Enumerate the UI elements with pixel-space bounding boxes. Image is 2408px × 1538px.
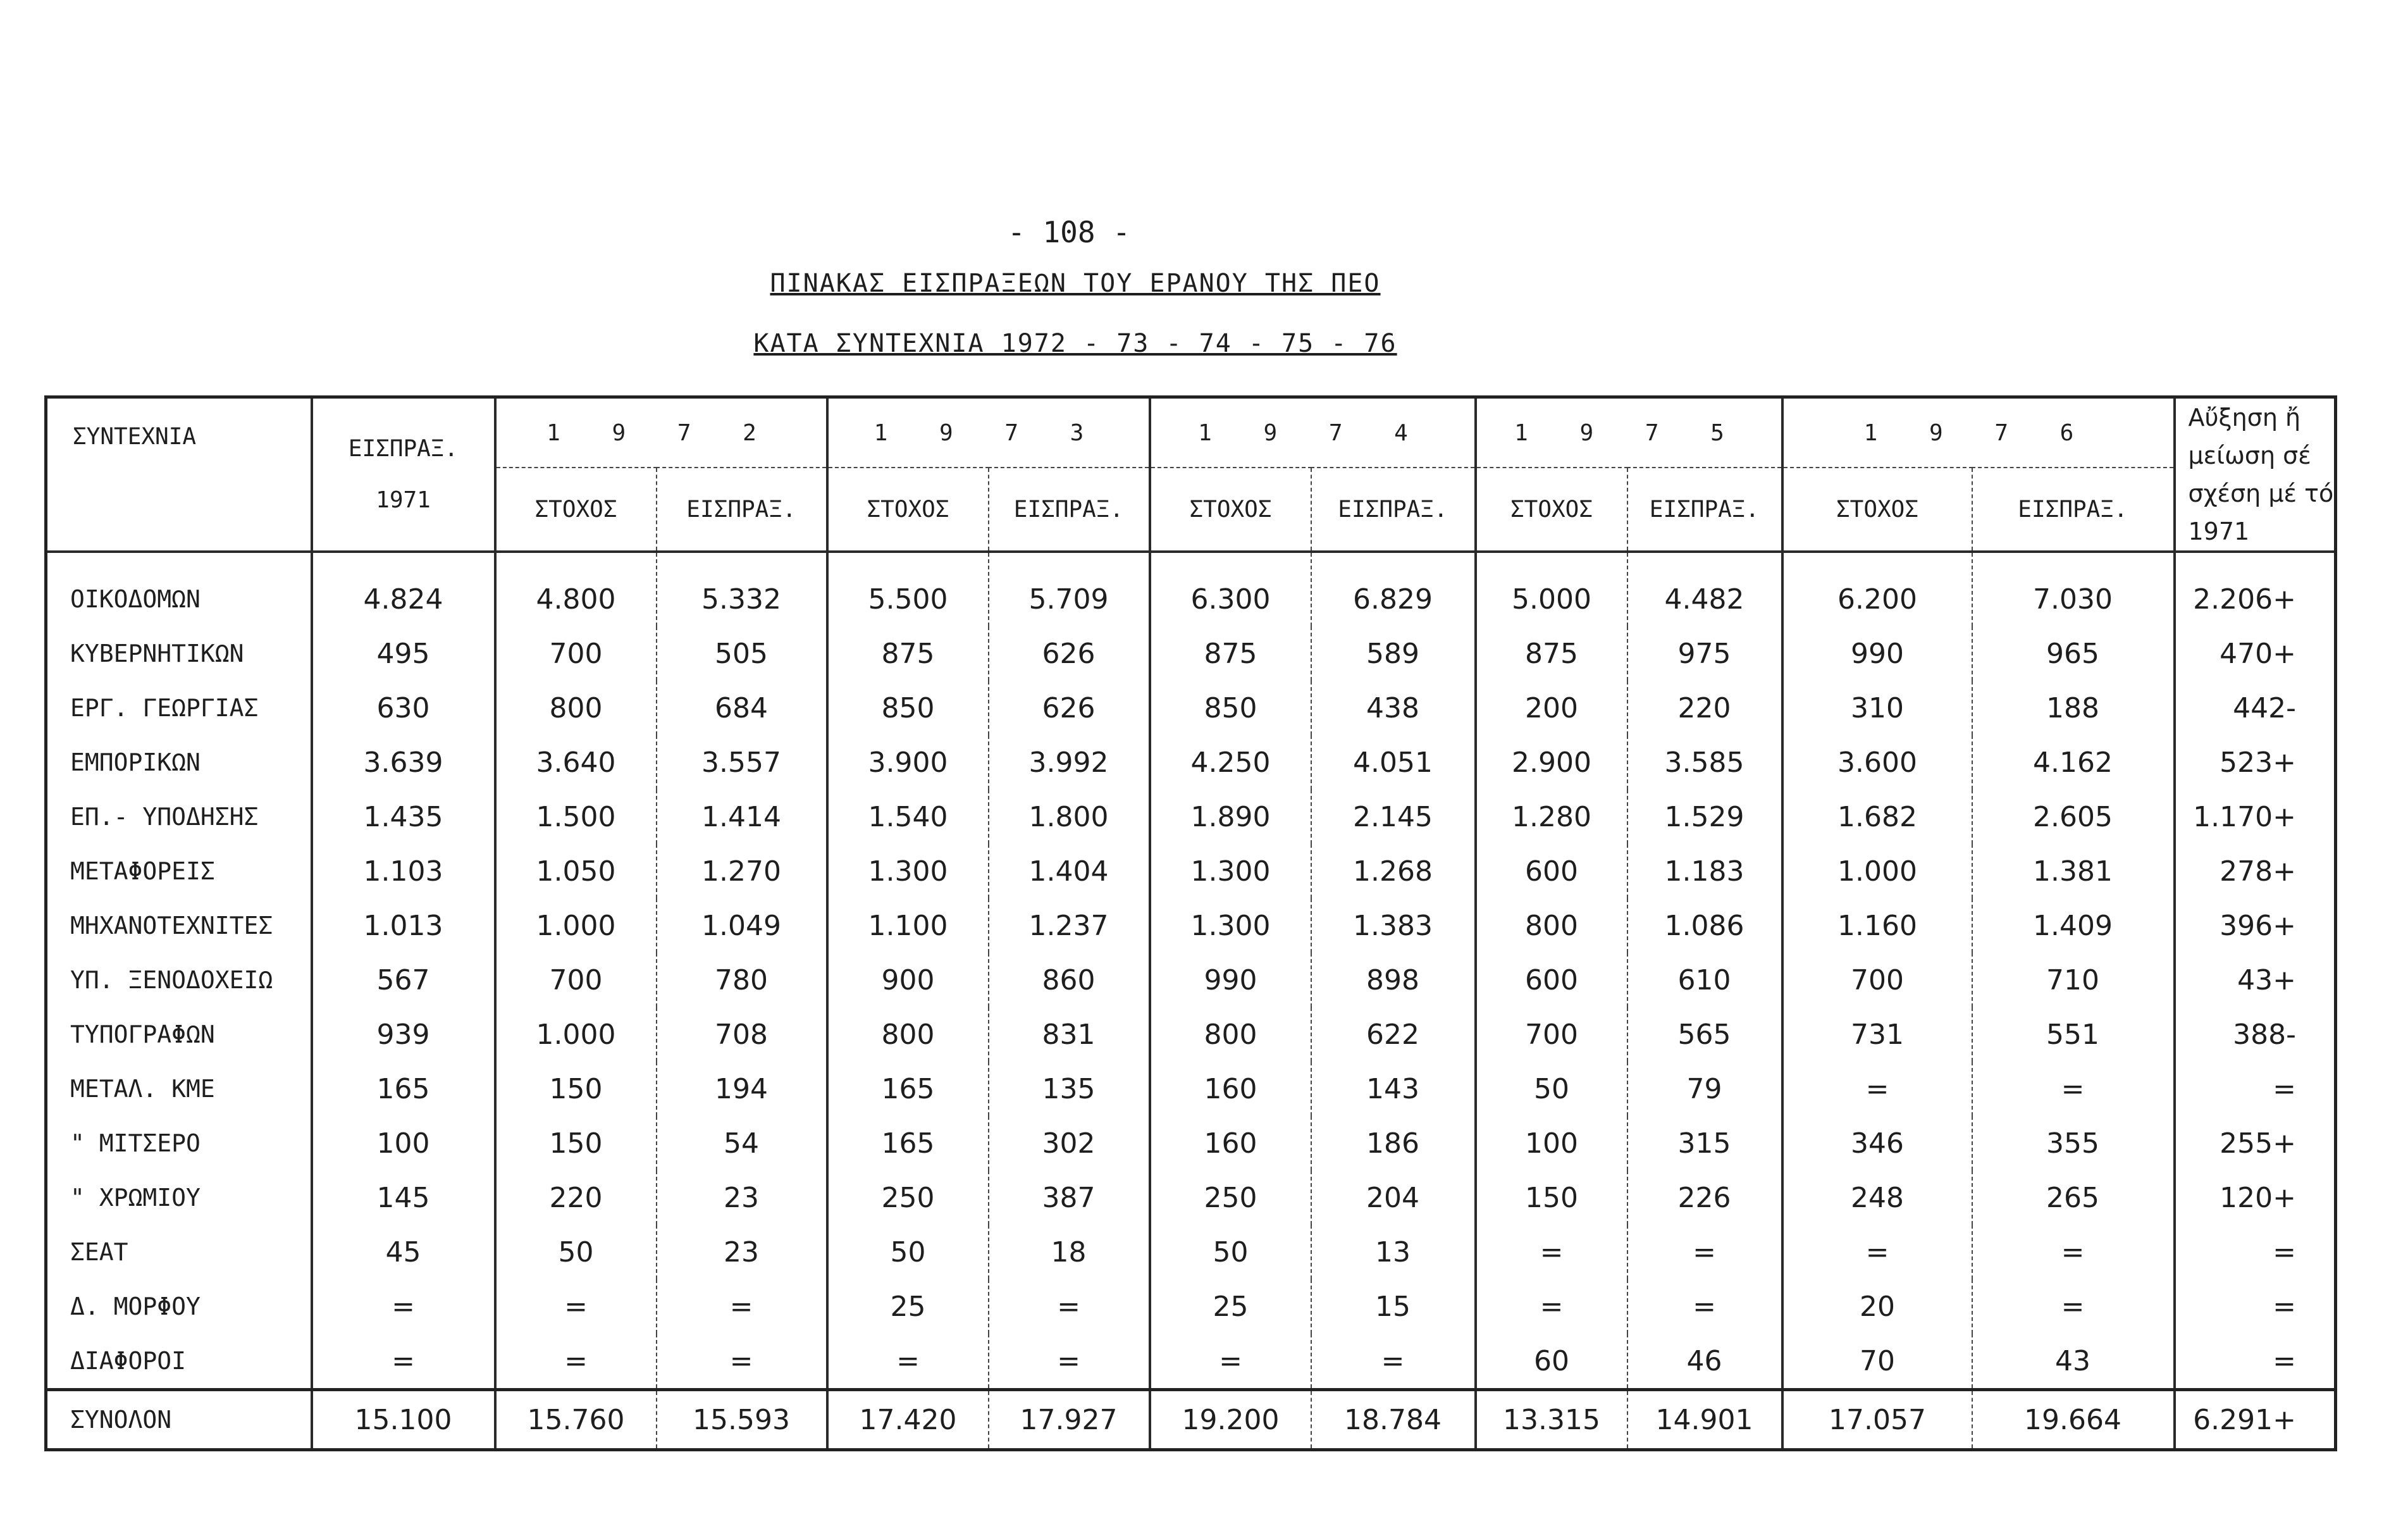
value-cell: 1.890 xyxy=(1150,790,1311,844)
value-cell: 1.529 xyxy=(1627,790,1782,844)
value-cell: 4.250 xyxy=(1150,735,1311,790)
value-cell: = xyxy=(1627,1279,1782,1334)
value-cell: 4.800 xyxy=(495,552,657,626)
value-cell: 875 xyxy=(1150,626,1311,681)
value-cell: 438 xyxy=(1311,681,1476,735)
value-cell: 565 xyxy=(1627,1007,1782,1062)
row-label: ΔΙΑΦΟΡΟΙ xyxy=(70,1347,187,1375)
value-cell: 100 xyxy=(312,1116,495,1170)
table-row xyxy=(46,953,2336,1007)
value-cell: 1.268 xyxy=(1311,844,1476,898)
value-cell: 975 xyxy=(1627,626,1782,681)
value-cell: 800 xyxy=(827,1007,989,1062)
value-cell: 860 xyxy=(989,953,1150,1007)
value-cell: 700 xyxy=(495,953,657,1007)
change-cell: 255+ xyxy=(2175,1116,2336,1170)
value-cell: 3.640 xyxy=(495,735,657,790)
value-cell: 626 xyxy=(989,626,1150,681)
value-cell: = xyxy=(495,1334,657,1390)
header-year-1973: 1 9 7 3 xyxy=(827,397,1150,468)
value-cell: 248 xyxy=(1782,1170,1972,1225)
value-cell: 3.600 xyxy=(1782,735,1972,790)
value-cell: 188 xyxy=(1972,681,2175,735)
value-cell: 14.901 xyxy=(1627,1390,1782,1450)
value-cell: = xyxy=(657,1279,827,1334)
value-cell: 1.800 xyxy=(989,790,1150,844)
value-cell: 1.500 xyxy=(495,790,657,844)
value-cell: 5.500 xyxy=(827,552,989,626)
value-cell: 3.992 xyxy=(989,735,1150,790)
value-cell: 23 xyxy=(657,1170,827,1225)
value-cell: 3.639 xyxy=(312,735,495,790)
value-cell: 43 xyxy=(1972,1334,2175,1390)
value-cell: 495 xyxy=(312,626,495,681)
value-cell: = xyxy=(989,1334,1150,1390)
value-cell: 220 xyxy=(495,1170,657,1225)
value-cell: 25 xyxy=(1150,1279,1311,1334)
value-cell: 2.900 xyxy=(1476,735,1627,790)
table-row xyxy=(46,898,2336,953)
value-cell: 60 xyxy=(1476,1334,1627,1390)
value-cell: 1.103 xyxy=(312,844,495,898)
table-row xyxy=(46,681,2336,735)
row-label: " ΧΡΩΜΙΟΥ xyxy=(70,1184,201,1212)
value-cell: 990 xyxy=(1150,953,1311,1007)
total-row xyxy=(46,1390,2336,1450)
value-cell: = xyxy=(1972,1225,2175,1279)
header-receipts-1975: ΕΙΣΠΡΑΞ. xyxy=(1627,468,1782,552)
value-cell: = xyxy=(827,1334,989,1390)
value-cell: 1.000 xyxy=(495,898,657,953)
value-cell: = xyxy=(657,1334,827,1390)
row-label: ΜΗΧΑΝΟΤΕΧΝΙΤΕΣ xyxy=(70,912,273,940)
value-cell: 265 xyxy=(1972,1170,2175,1225)
value-cell: 3.900 xyxy=(827,735,989,790)
value-cell: 45 xyxy=(312,1225,495,1279)
value-cell: 250 xyxy=(1150,1170,1311,1225)
table-row xyxy=(46,790,2336,844)
value-cell: 1.682 xyxy=(1782,790,1972,844)
value-cell: 780 xyxy=(657,953,827,1007)
header-change: Αὔξηση ἤ μείωση σέ σχέση μέ τό 1971 xyxy=(2175,397,2336,552)
value-cell: 939 xyxy=(312,1007,495,1062)
value-cell: 1.160 xyxy=(1782,898,1972,953)
table-row xyxy=(46,1116,2336,1170)
value-cell: 2.145 xyxy=(1311,790,1476,844)
value-cell: 226 xyxy=(1627,1170,1782,1225)
value-cell: 165 xyxy=(312,1062,495,1116)
header-year-1972: 1 9 7 2 xyxy=(495,397,827,468)
value-cell: 46 xyxy=(1627,1334,1782,1390)
value-cell: 800 xyxy=(1150,1007,1311,1062)
value-cell: 875 xyxy=(1476,626,1627,681)
value-cell: = xyxy=(495,1279,657,1334)
value-cell: 346 xyxy=(1782,1116,1972,1170)
table-row xyxy=(46,735,2336,790)
value-cell: 875 xyxy=(827,626,989,681)
table-row xyxy=(46,1225,2336,1279)
value-cell: 54 xyxy=(657,1116,827,1170)
value-cell: 7.030 xyxy=(1972,552,2175,626)
change-cell: 388- xyxy=(2175,1007,2336,1062)
change-cell: 278+ xyxy=(2175,844,2336,898)
value-cell: 731 xyxy=(1782,1007,1972,1062)
value-cell: 5.332 xyxy=(657,552,827,626)
value-cell: 800 xyxy=(495,681,657,735)
value-cell: 15.593 xyxy=(657,1390,827,1450)
value-cell: 15.760 xyxy=(495,1390,657,1450)
row-label: ΕΜΠΟΡΙΚΩΝ xyxy=(70,748,201,776)
value-cell: 165 xyxy=(827,1116,989,1170)
row-label: ΟΙΚΟΔΟΜΩΝ xyxy=(70,585,201,613)
value-cell: = xyxy=(312,1334,495,1390)
value-cell: 551 xyxy=(1972,1007,2175,1062)
value-cell: 17.420 xyxy=(827,1390,989,1450)
header-receipts-1972: ΕΙΣΠΡΑΞ. xyxy=(657,468,827,552)
value-cell: 965 xyxy=(1972,626,2175,681)
value-cell: 50 xyxy=(1150,1225,1311,1279)
change-cell: 43+ xyxy=(2175,953,2336,1007)
value-cell: 831 xyxy=(989,1007,1150,1062)
value-cell: 1.540 xyxy=(827,790,989,844)
value-cell: 1.409 xyxy=(1972,898,2175,953)
value-cell: 1.404 xyxy=(989,844,1150,898)
value-cell: 165 xyxy=(827,1062,989,1116)
value-cell: 204 xyxy=(1311,1170,1476,1225)
value-cell: = xyxy=(1627,1225,1782,1279)
value-cell: 708 xyxy=(657,1007,827,1062)
value-cell: 150 xyxy=(495,1062,657,1116)
table-row xyxy=(46,1334,2336,1390)
value-cell: 100 xyxy=(1476,1116,1627,1170)
row-label: ΕΡΓ. ΓΕΩΡΓΙΑΣ xyxy=(70,694,259,722)
value-cell: 589 xyxy=(1311,626,1476,681)
header-year-1975: 1 9 7 5 xyxy=(1476,397,1782,468)
table-subtitle: ΚΑΤΑ ΣΥΝΤΕΧΝΙΑ 1972 - 73 - 74 - 75 - 76 xyxy=(753,329,1397,358)
value-cell: 50 xyxy=(1476,1062,1627,1116)
value-cell: = xyxy=(312,1279,495,1334)
value-cell: 143 xyxy=(1311,1062,1476,1116)
value-cell: 600 xyxy=(1476,953,1627,1007)
value-cell: 3.557 xyxy=(657,735,827,790)
row-label: Δ. ΜΟΡΦΟΥ xyxy=(70,1293,201,1320)
header-target-1975: ΣΤΟΧΟΣ xyxy=(1476,468,1627,552)
value-cell: 505 xyxy=(657,626,827,681)
value-cell: 4.162 xyxy=(1972,735,2175,790)
value-cell: 1.300 xyxy=(1150,898,1311,953)
table-row xyxy=(46,1279,2336,1334)
change-cell: 396+ xyxy=(2175,898,2336,953)
value-cell: 700 xyxy=(495,626,657,681)
receipts-table xyxy=(44,395,2337,1451)
value-cell: 1.237 xyxy=(989,898,1150,953)
change-cell: 6.291+ xyxy=(2175,1390,2336,1450)
value-cell: 1.086 xyxy=(1627,898,1782,953)
value-cell: = xyxy=(1782,1225,1972,1279)
table-row xyxy=(46,552,2336,626)
header-receipts-1973: ΕΙΣΠΡΑΞ. xyxy=(989,468,1150,552)
value-cell: 1.435 xyxy=(312,790,495,844)
value-cell: = xyxy=(989,1279,1150,1334)
value-cell: 17.057 xyxy=(1782,1390,1972,1450)
value-cell: = xyxy=(1311,1334,1476,1390)
value-cell: = xyxy=(1150,1334,1311,1390)
value-cell: 135 xyxy=(989,1062,1150,1116)
value-cell: 13.315 xyxy=(1476,1390,1627,1450)
row-label: ΤΥΠΟΓΡΑΦΩΝ xyxy=(70,1020,215,1048)
value-cell: 1.383 xyxy=(1311,898,1476,953)
value-cell: 850 xyxy=(1150,681,1311,735)
value-cell: 150 xyxy=(495,1116,657,1170)
row-label: ΜΕΤΑΦΟΡΕΙΣ xyxy=(70,857,215,885)
value-cell: 1.000 xyxy=(1782,844,1972,898)
value-cell: 710 xyxy=(1972,953,2175,1007)
change-cell: 523+ xyxy=(2175,735,2336,790)
value-cell: 25 xyxy=(827,1279,989,1334)
value-cell: 186 xyxy=(1311,1116,1476,1170)
value-cell: 17.927 xyxy=(989,1390,1150,1450)
header-target-1976: ΣΤΟΧΟΣ xyxy=(1782,468,1972,552)
value-cell: 800 xyxy=(1476,898,1627,953)
value-cell: 2.605 xyxy=(1972,790,2175,844)
value-cell: 626 xyxy=(989,681,1150,735)
value-cell: 50 xyxy=(495,1225,657,1279)
value-cell: 1.000 xyxy=(495,1007,657,1062)
header-receipts-1974: ΕΙΣΠΡΑΞ. xyxy=(1311,468,1476,552)
header-year-1974: 1 9 7 4 xyxy=(1150,397,1476,468)
value-cell: 23 xyxy=(657,1225,827,1279)
value-cell: 150 xyxy=(1476,1170,1627,1225)
value-cell: 1.270 xyxy=(657,844,827,898)
header-company: ΣΥΝΤΕΧΝΙΑ xyxy=(46,397,312,552)
value-cell: 20 xyxy=(1782,1279,1972,1334)
value-cell: 700 xyxy=(1782,953,1972,1007)
table-row xyxy=(46,1170,2336,1225)
value-cell: 18 xyxy=(989,1225,1150,1279)
value-cell: 220 xyxy=(1627,681,1782,735)
value-cell: 145 xyxy=(312,1170,495,1225)
value-cell: 4.051 xyxy=(1311,735,1476,790)
value-cell: 3.585 xyxy=(1627,735,1782,790)
value-cell: 684 xyxy=(657,681,827,735)
value-cell: 5.000 xyxy=(1476,552,1627,626)
row-label: ΜΕΤΑΛ. ΚΜΕ xyxy=(70,1075,215,1103)
table-row xyxy=(46,626,2336,681)
value-cell: 898 xyxy=(1311,953,1476,1007)
value-cell: 1.300 xyxy=(1150,844,1311,898)
change-cell: 1.170+ xyxy=(2175,790,2336,844)
change-cell: 442- xyxy=(2175,681,2336,735)
value-cell: 70 xyxy=(1782,1334,1972,1390)
header-target-1972: ΣΤΟΧΟΣ xyxy=(495,468,657,552)
header-year-1976: 1 9 7 6 xyxy=(1782,397,2175,468)
value-cell: 600 xyxy=(1476,844,1627,898)
value-cell: 18.784 xyxy=(1311,1390,1476,1450)
value-cell: 4.824 xyxy=(312,552,495,626)
header-1971-label: ΕΙΣΠΡΑΞ. xyxy=(348,436,459,462)
value-cell: 1.013 xyxy=(312,898,495,953)
header-1971 xyxy=(312,397,495,552)
value-cell: 900 xyxy=(827,953,989,1007)
value-cell: 302 xyxy=(989,1116,1150,1170)
table-row xyxy=(46,844,2336,898)
value-cell: 310 xyxy=(1782,681,1972,735)
value-cell: = xyxy=(1476,1279,1627,1334)
value-cell: 15 xyxy=(1311,1279,1476,1334)
value-cell: 50 xyxy=(827,1225,989,1279)
value-cell: 610 xyxy=(1627,953,1782,1007)
row-label: ΣΕΑΤ xyxy=(70,1238,128,1266)
row-label: " ΜΙΤΣΕΡΟ xyxy=(70,1129,201,1157)
value-cell: 1.050 xyxy=(495,844,657,898)
value-cell: 160 xyxy=(1150,1062,1311,1116)
row-label: ΣΥΝΟΛΟΝ xyxy=(46,1390,312,1450)
row-label: ΚΥΒΕΡΝΗΤΙΚΩΝ xyxy=(70,640,244,667)
change-cell: = xyxy=(2175,1334,2336,1390)
table-title: ΠΙΝΑΚΑΣ ΕΙΣΠΡΑΞΕΩΝ ΤΟΥ ΕΡΑΝΟΥ ΤΗΣ ΠΕΟ xyxy=(770,269,1381,298)
header-1971-year: 1971 xyxy=(376,487,431,513)
value-cell: 200 xyxy=(1476,681,1627,735)
value-cell: 6.200 xyxy=(1782,552,1972,626)
value-cell: 1.280 xyxy=(1476,790,1627,844)
header-target-1973: ΣΤΟΧΟΣ xyxy=(827,468,989,552)
value-cell: = xyxy=(1782,1062,1972,1116)
value-cell: 79 xyxy=(1627,1062,1782,1116)
value-cell: 1.414 xyxy=(657,790,827,844)
value-cell: 194 xyxy=(657,1062,827,1116)
value-cell: 4.482 xyxy=(1627,552,1782,626)
value-cell: 387 xyxy=(989,1170,1150,1225)
page-number: - 108 - xyxy=(1008,215,1130,249)
row-label: ΕΠ.- ΥΠΟΔΗΣΗΣ xyxy=(70,803,259,831)
change-cell: 120+ xyxy=(2175,1170,2336,1225)
value-cell: 250 xyxy=(827,1170,989,1225)
value-cell: 19.664 xyxy=(1972,1390,2175,1450)
value-cell: 19.200 xyxy=(1150,1390,1311,1450)
value-cell: = xyxy=(1476,1225,1627,1279)
change-cell: 2.206+ xyxy=(2175,552,2336,626)
value-cell: 355 xyxy=(1972,1116,2175,1170)
value-cell: 630 xyxy=(312,681,495,735)
value-cell: 1.100 xyxy=(827,898,989,953)
value-cell: = xyxy=(1972,1062,2175,1116)
value-cell: 1.049 xyxy=(657,898,827,953)
value-cell: 990 xyxy=(1782,626,1972,681)
value-cell: 700 xyxy=(1476,1007,1627,1062)
table-row xyxy=(46,1007,2336,1062)
change-cell: = xyxy=(2175,1225,2336,1279)
header-target-1974: ΣΤΟΧΟΣ xyxy=(1150,468,1311,552)
value-cell: 1.300 xyxy=(827,844,989,898)
row-label: ΥΠ. ΞΕΝΟΔΟΧΕΙΩ xyxy=(70,966,273,994)
value-cell: 13 xyxy=(1311,1225,1476,1279)
value-cell: 160 xyxy=(1150,1116,1311,1170)
value-cell: 850 xyxy=(827,681,989,735)
header-receipts-1976: ΕΙΣΠΡΑΞ. xyxy=(1972,468,2175,552)
table-row xyxy=(46,1062,2336,1116)
value-cell: = xyxy=(1972,1279,2175,1334)
value-cell: 5.709 xyxy=(989,552,1150,626)
value-cell: 1.381 xyxy=(1972,844,2175,898)
change-cell: = xyxy=(2175,1062,2336,1116)
change-cell: = xyxy=(2175,1279,2336,1334)
value-cell: 6.300 xyxy=(1150,552,1311,626)
value-cell: 622 xyxy=(1311,1007,1476,1062)
value-cell: 1.183 xyxy=(1627,844,1782,898)
value-cell: 6.829 xyxy=(1311,552,1476,626)
value-cell: 15.100 xyxy=(312,1390,495,1450)
value-cell: 567 xyxy=(312,953,495,1007)
value-cell: 315 xyxy=(1627,1116,1782,1170)
change-cell: 470+ xyxy=(2175,626,2336,681)
